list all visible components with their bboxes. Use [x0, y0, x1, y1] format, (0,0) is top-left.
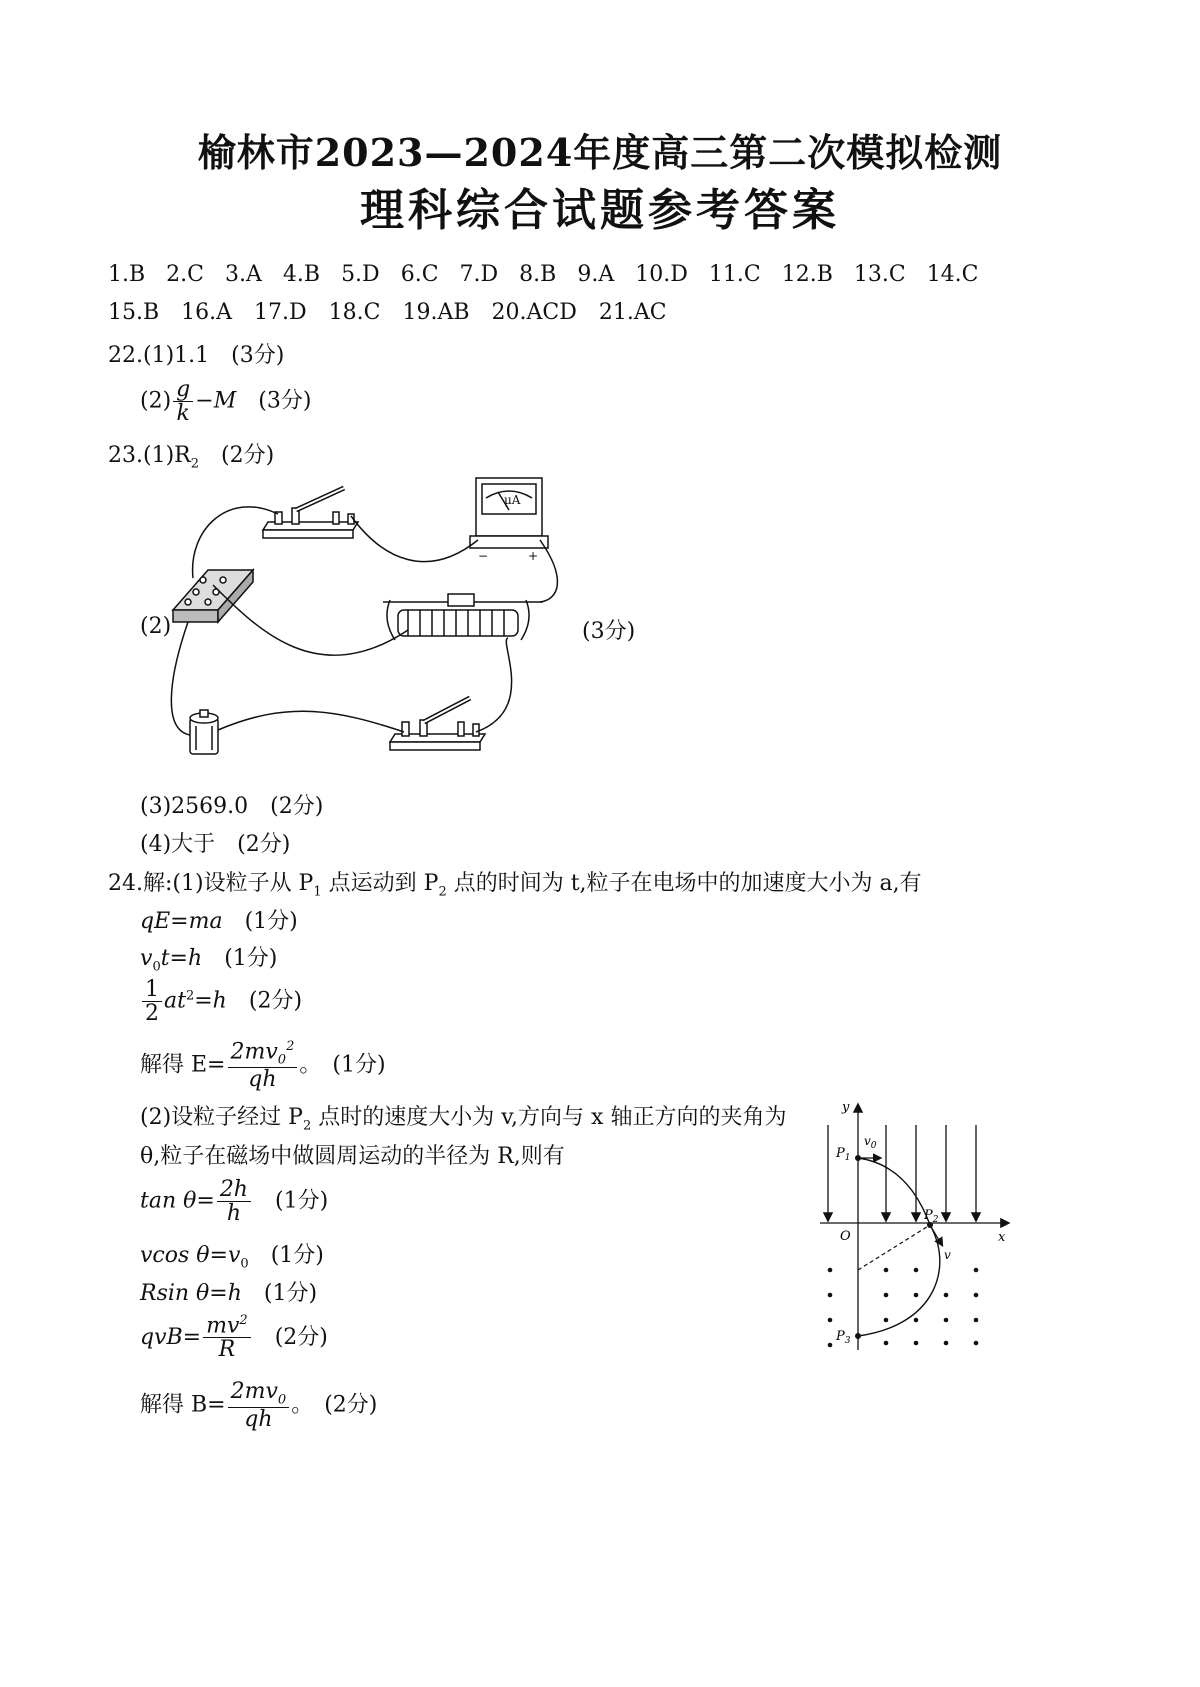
q23-part2-label: (2) [140, 614, 172, 639]
magnetic-dots [828, 1155, 979, 1347]
mc-answer: 1.B [108, 262, 146, 287]
q24-eq6: Rsin θ=h (1分) [140, 1281, 318, 1306]
p2-label: $P_2$ [924, 1208, 939, 1225]
mc-answer: 6.C [400, 262, 439, 287]
circuit-diagram [168, 470, 578, 800]
mc-answer: 21.AC [598, 300, 667, 325]
q24-solution-2: 解得 B= $\frac{2mv_0}{qh}$ 。 (2分) [140, 1379, 378, 1433]
meter-label: μA [504, 493, 521, 507]
mc-answers-row-1 [108, 262, 1000, 287]
q24-part2-line1: (2)设粒子经过 $P_2$ 点时的速度大小为 v,方向与 x 轴正方向的夹角为 [140, 1105, 787, 1134]
v-label: v [944, 1248, 951, 1262]
q24-eq4: tan θ= $\frac{2h}{h}$ (1分) [140, 1177, 329, 1227]
q24-eq2: $v_0t=h$ (1分) [140, 946, 278, 975]
mc-answer: 14.C [926, 262, 979, 287]
mc-answer: 9.A [577, 262, 615, 287]
q23-part1: $23.(1)R_2$ (2分) [108, 443, 275, 472]
q24-intro: 24.解:(1)设粒子从 $P_1$ 点运动到 $P_2$ 点的时间为 t,粒子在电场中的加速度大小为 a,有 [108, 871, 922, 900]
q24-eq1: qE=ma (1分) [140, 909, 298, 934]
q23-part3: (3)2569.0 (2分) [140, 794, 324, 819]
mc-answer: 5.D [341, 262, 380, 287]
mc-answer: 4.B [282, 262, 321, 287]
mc-answer: 13.C [853, 262, 906, 287]
q24-eq7: qvB= $\frac{mv^2}{R}$ (2分) [140, 1313, 328, 1363]
y-axis-label: y [842, 1100, 850, 1115]
field-diagram [818, 1095, 1018, 1365]
mc-answer: 17.D [254, 300, 307, 325]
mc-answer: 20.ACD [491, 300, 577, 325]
q23-part2-score: (3分) [582, 619, 636, 644]
mc-answer: 11.C [708, 262, 761, 287]
page-title: 榆林市2023—2024年度高三第二次模拟检测 [197, 130, 1003, 175]
resistance-box [173, 570, 253, 622]
battery [190, 710, 218, 754]
mc-answer: 2.C [166, 262, 204, 287]
switch-bottom [390, 698, 485, 750]
mc-answers-row-2 [108, 300, 689, 325]
origin-label: O [840, 1229, 851, 1244]
mc-answer: 16.A [181, 300, 233, 325]
q24-solution-1: 解得 E= $\frac{2mv_0^2}{qh}$ 。 (1分) [140, 1039, 386, 1093]
meter-plus: + [528, 549, 539, 563]
mc-answer: 8.B [519, 262, 557, 287]
mc-answer: 7.D [459, 262, 499, 287]
q23-part4: (4)大于 (2分) [140, 832, 291, 857]
p1-label: $P_1$ [836, 1146, 851, 1163]
mc-answer: 15.B [108, 300, 160, 325]
meter-minus: − [478, 549, 489, 563]
q22-part1: 22.(1)1.1 (3分) [108, 343, 285, 368]
x-axis-label: x [998, 1230, 1006, 1245]
field-lines [828, 1125, 976, 1220]
mc-answer: 3.A [225, 262, 262, 287]
q24-eq5: vcos $\theta=v_0$ (1分) [140, 1243, 324, 1272]
mc-answer: 18.C [328, 300, 381, 325]
mc-answer: 19.AB [402, 300, 470, 325]
page-subtitle: 理科综合试题参考答案 [360, 185, 840, 236]
microammeter [470, 478, 548, 563]
mc-answer: 12.B [781, 262, 833, 287]
rheostat [383, 594, 543, 640]
q22-part2: (2) $\frac{g}{k}$ −M (3分) [140, 377, 312, 427]
mc-answer: 10.D [635, 262, 688, 287]
q24-part2-line2: θ,粒子在磁场中做圆周运动的半径为 R,则有 [140, 1144, 565, 1169]
q24-eq3: $\frac{1}{2}$ $at^2=h$ (2分) [140, 978, 302, 1025]
p3-label: $P_3$ [836, 1329, 851, 1346]
v0-label: $v_0$ [864, 1134, 877, 1151]
